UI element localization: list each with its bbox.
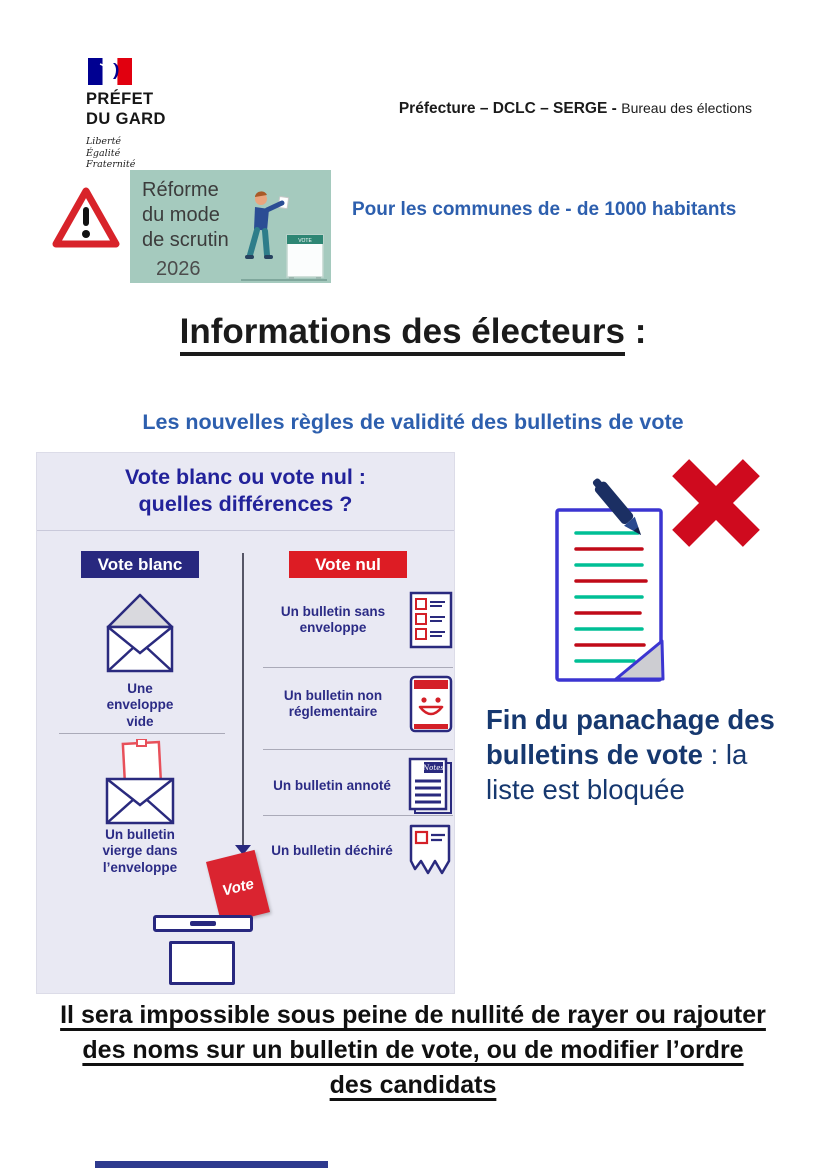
vote-blanc-badge: Vote blanc [81,551,199,578]
panachage-sep: : [702,739,726,770]
vote-nul-badge: Vote nul [289,551,407,578]
vote-infographic-panel [36,452,455,994]
reform-banner-title: Réforme du mode de scrutin [142,179,229,251]
right-divider-3 [263,815,453,816]
svg-text:Notes: Notes [423,764,444,772]
right-divider-2 [263,749,453,750]
annotated-ballot-icon [407,757,453,815]
panachage-regular: la liste est bloquée [486,739,748,805]
caption-sans-enveloppe: Un bulletin sans enveloppe [280,603,386,635]
envelope-with-ballot-icon [100,739,180,827]
right-divider-1 [263,667,453,668]
caption-non-reglementaire: Un bulletin non réglementaire [283,687,383,719]
subtitle: Les nouvelles règles de validité des bulletins de vote [142,410,684,434]
logo-line2: DU GARD [86,110,166,128]
page-title-suffix: : [625,312,647,351]
nul-row-dechire [263,823,453,879]
prefet-gard-logo [86,58,166,171]
voter-illustration-icon [239,183,331,283]
office-header [399,100,752,118]
caption-dechire: Un bulletin déchiré [271,842,393,858]
office-name: Préfecture – DCLC – SERGE - [398,100,617,117]
smiley-ballot-icon [409,675,453,733]
empty-envelope-icon [102,591,178,675]
ballot-box-slot [190,921,216,926]
ballot-box-lid [153,915,253,932]
infographic-heading: Vote blanc ou vote nul : quelles différences ? [37,453,454,531]
french-flag-icon [88,58,132,85]
panachage-statement [486,702,786,807]
caption-enveloppe-vide: Une enveloppe vide [106,681,174,729]
nul-row-non-reglementaire [263,675,453,733]
bottom-accent-bar [95,1161,328,1168]
checklist-ballot-icon [409,591,453,649]
office-bureau: Bureau des élections [621,100,752,116]
torn-ballot-icon [407,823,453,879]
nul-row-annote [263,757,453,815]
page-title-text: Informations des électeurs [180,312,625,356]
caption-annote: Un bulletin annoté [273,777,391,793]
vote-card: Vote [206,850,270,924]
warning-icon [52,186,120,255]
svg-text:VOTE: VOTE [298,238,312,244]
column-divider-line [242,553,244,845]
logo-motto: Liberté Égalité Fraternité [86,136,136,170]
caption-bulletin-vierge: Un bulletin vierge dans l’enveloppe [102,827,178,875]
ballot-box-body [169,941,235,985]
footer-statement: Il sera impossible sous peine de nullité de rayer ou rajouter des noms sur un bulletin de vote, ou de modifier l’ordre des candidats [60,1001,766,1099]
no-pen-list-illustration [538,455,788,695]
logo-line1: PRÉFET [86,90,154,108]
panachage-bold: Fin du panachage des bulletins de vote [486,704,775,770]
reform-year: 2026 [156,258,201,280]
red-x-icon [672,459,760,547]
audience-line: Pour les communes de - de 1000 habitants [352,199,737,220]
nul-row-sans-enveloppe [263,591,453,649]
reform-banner [130,170,331,283]
page-title [0,312,826,352]
left-divider [59,733,225,734]
